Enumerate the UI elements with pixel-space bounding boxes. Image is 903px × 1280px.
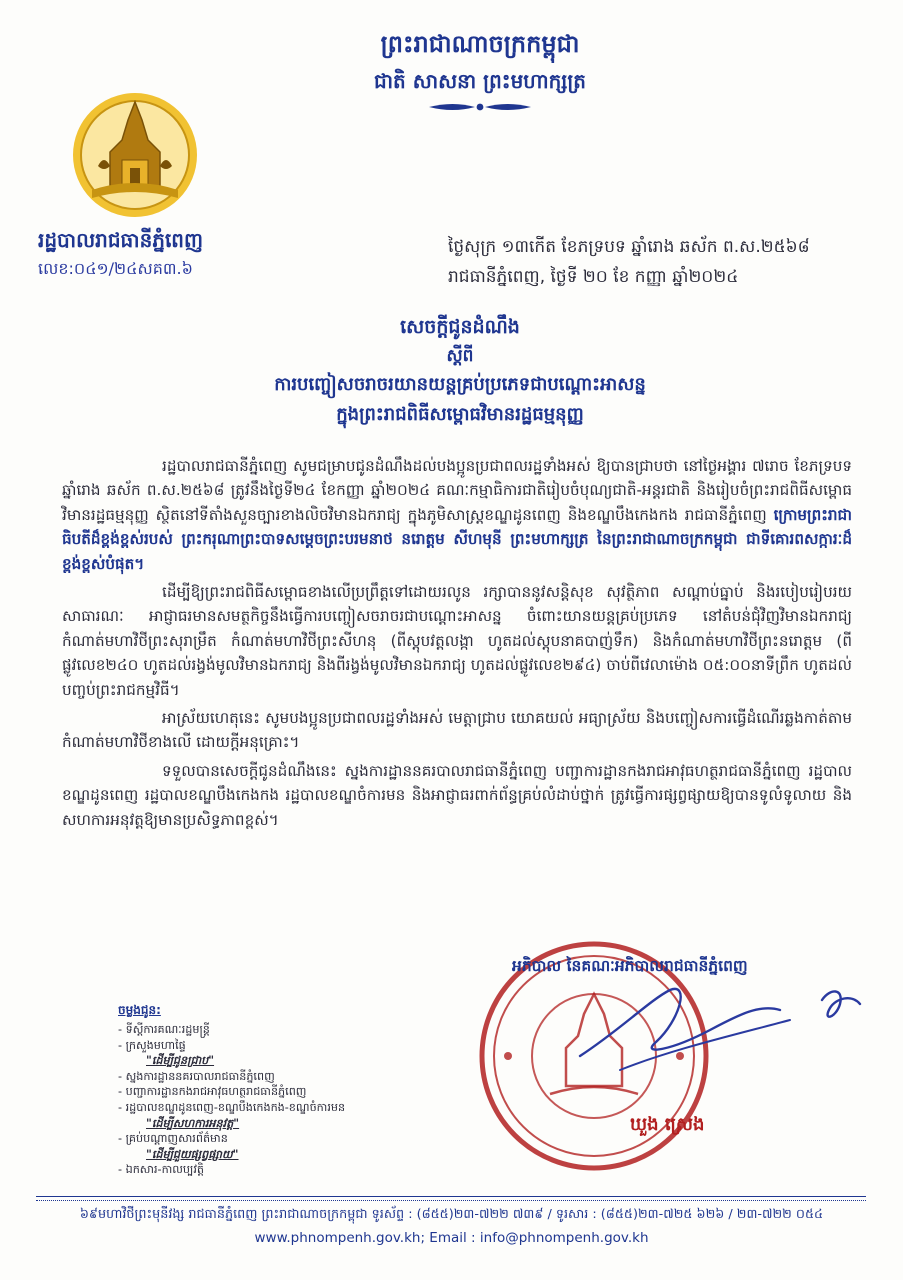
cc-purpose-note: "ដើម្បីជួយផ្សព្វផ្សាយ" [146, 1147, 239, 1161]
signer-title: អភិបាល នៃគណៈអភិបាលរាជធានីភ្នំពេញ [512, 957, 748, 975]
cc-item: - ឯកសារ-កាលប្បវត្តិ [118, 1163, 204, 1177]
notice-subject-line1: ការបញ្ចៀសចរាចរយានយន្តគ្រប់ប្រភេទជាបណ្តោះអាសន្ន [274, 374, 646, 395]
phnom-penh-emblem-icon [70, 90, 200, 220]
handwritten-signature-icon [560, 960, 880, 1080]
footer-divider [36, 1196, 866, 1197]
paragraph-4: ទទួលបានសេចក្តីជូនដំណឹងនេះ ស្នងការដ្ឋាននគរបាលរាជធានីភ្នំពេញ បញ្ជាការដ្ឋានកងរាជអាវុធហត្ថរាជធានីភ្នំពេញ រដ្ឋបាលខណ្ឌដូនពេញ រដ្ឋបាលខណ្ឌបឹងកេងកង រដ្ឋបាលខណ្ឌចំការមន និងអាជ្ញាធរពាក់ព័ន្ធគ្រប់លំដាប់ថ្នាក់ ត្រូវធ្វើការផ្សព្វផ្សាយឱ្យបានទូលំទូលាយ និងសហការអនុវត្តឱ្យមានប្រសិទ្ធភាពខ្ពស់។ [62, 761, 852, 829]
issuing-authority: រដ្ឋបាលរាជធានីភ្នំពេញ [38, 228, 204, 252]
notice-title: សេចក្តីជូនដំណឹង [400, 316, 520, 338]
cc-list [118, 1002, 418, 1178]
cc-item: - ស្នងការដ្ឋាននគរបាលរាជធានីភ្នំពេញ [118, 1069, 275, 1083]
signer-name: ឃួង ស្រេង [630, 1114, 705, 1135]
notice-about: ស្តីពី [446, 346, 474, 366]
national-motto: ជាតិ សាសនា ព្រះមហាក្សត្រ [374, 69, 586, 93]
date-block [448, 232, 868, 292]
paragraph-1-text: រដ្ឋបាលរាជធានីភ្នំពេញ សូមជម្រាបជូនដំណឹងដល់បងប្អូនប្រជាពលរដ្ឋទាំងអស់ ឱ្យបានជ្រាបថា នៅថ្ងៃអង្គារ ៧រោច ខែភទ្របទ ឆ្នាំរោង ឆស័ក ព.ស.២៥៦៨ ត្រូវនឹងថ្ងៃទី២៤ ខែកញ្ញា ឆ្នាំ២០២៤ គណៈកម្មាធិការជាតិរៀបចំបុណ្យជាតិ-អន្តរជាតិ និងរៀបចំព្រះរាជពិធីសម្ពោធវិមានរដ្ឋធម្មនុញ្ញ ស្ថិតនៅទីតាំងសួនច្បារខាងលិចវិមានឯករាជ្យ ក្នុងភូមិសាស្ត្រខណ្ឌដូនពេញ និងខណ្ឌបឹងកេងកង រាជធានីភ្នំពេញ [62, 457, 852, 524]
paragraph-1 [62, 454, 852, 576]
cc-item: - ទីស្តីការគណៈរដ្ឋមន្ត្រី [118, 1023, 210, 1036]
cc-purpose-note: "ដើម្បីសហការអនុវត្ត" [146, 1116, 240, 1130]
solar-date: រាជធានីភ្នំពេញ, ថ្ងៃទី ២០ ខែ កញ្ញា ឆ្នាំ២០២៤ [448, 267, 739, 287]
notice-body [62, 454, 852, 836]
cc-item: - ក្រសួងមហាផ្ទៃ [118, 1038, 186, 1052]
notice-titles [180, 312, 740, 430]
cc-purpose-note: "ដើម្បីជូនជ្រាប" [146, 1054, 215, 1068]
cc-item: - បញ្ជាការដ្ឋានកងរាជអាវុធហត្ថរាជធានីភ្នំពេញ [118, 1085, 307, 1099]
notice-subject-line2: ក្នុងព្រះរាជពិធីសម្ពោធវិមានរដ្ឋធម្មនុញ្ញ [336, 404, 584, 425]
cc-item: - គ្រប់បណ្តាញសារព័ត៌មាន [118, 1132, 228, 1146]
reference-number: លេខ:០៤១/២៤សគ៣.៦ [38, 259, 193, 278]
cc-item: - រដ្ឋបាលខណ្ឌដូនពេញ-ខណ្ឌបឹងកេងកង-ខណ្ឌចំការមន [118, 1100, 346, 1114]
footer-web-email: www.phnompenh.gov.kh; Email : info@phnompenh.gov.kh [254, 1230, 649, 1246]
footer-address: ៦៩មហាវិថីព្រះមុនីវង្ស រាជធានីភ្នំពេញ ព្រះរាជាណាចក្រកម្ពុជា ទូរស័ព្ទ : (៨៥៥)២៣-៧២២ ៧៣៩ / ទូរសារ : (៨៥៥)២៣-៧២៥ ៦២៦ / ២៣-៧២២ ០៥៤ [79, 1207, 824, 1222]
paragraph-1-royal-presidency: ក្រោមព្រះរាជាធិបតីដ៏ខ្ពង់ខ្ពស់របស់ ព្រះករុណាព្រះបាទសម្តេចព្រះបរមនាថ នរោត្តម សីហមុនី ព្រះមហាក្សត្រ នៃព្រះរាជាណាចក្រកម្ពុជា ជាទីគោរពសក្ការៈដ៏ខ្ពង់ខ្ពស់បំផុត។ [62, 505, 852, 573]
kingdom-header [240, 28, 720, 114]
footer-divider-dotted [36, 1200, 866, 1201]
paragraph-3: អាស្រ័យហេតុនេះ សូមបងប្អូនប្រជាពលរដ្ឋទាំងអស់ មេត្តាជ្រាប យោគយល់ អធ្យាស្រ័យ និងបញ្ចៀសការធ្វើដំណើរឆ្លងកាត់តាមកំណាត់មហាវិថីខាងលើ ដោយក្តីអនុគ្រោះ។ [62, 709, 852, 752]
ornament-divider-icon [425, 100, 535, 114]
cc-heading: ចម្លងជូន: [118, 1003, 161, 1017]
lunar-date: ថ្ងៃសុក្រ ១៣កើត ខែភទ្របទ ឆ្នាំរោង ឆស័ក ព.ស.២៥៦៨ [448, 237, 810, 257]
paragraph-2: ដើម្បីឱ្យព្រះរាជពិធីសម្ពោធខាងលើប្រព្រឹត្តទៅដោយរលូន រក្សាបាននូវសន្តិសុខ សុវត្ថិភាព សណ្តាប់ធ្នាប់ និងរបៀបរៀបរយសាធារណៈ អាជ្ញាធរមានសមត្ថកិច្ចនឹងធ្វើការបញ្ចៀសចរាចរជាបណ្តោះអាសន្ន ចំពោះយានយន្តគ្រប់ប្រភេទ នៅតំបន់ជុំវិញវិមានឯករាជ្យ កំណាត់មហាវិថីព្រះសុរាម្រឹត កំណាត់មហាវិថីព្រះសីហនុ (ពីស្តុបវត្តលង្កា ហូតដល់ស្តុបនាគបាញ់ទឹក) និងកំណាត់មហាវិថីព្រះនរោត្តម (ពីផ្លូវលេខ២៤០ ហូតដល់រង្វង់មូលវិមានឯករាជ្យ និងពីរង្វង់មូលវិមានឯករាជ្យ ហូតដល់ផ្លូវលេខ២៩៤) ចាប់ពីវេលាម៉ោង ០៥:០០នាទីព្រឹក ហូតដល់បញ្ចប់ព្រះរាជកម្មវិធី។ [62, 583, 852, 699]
kingdom-title: ព្រះរាជាណាចក្រកម្ពុជា [380, 30, 580, 58]
